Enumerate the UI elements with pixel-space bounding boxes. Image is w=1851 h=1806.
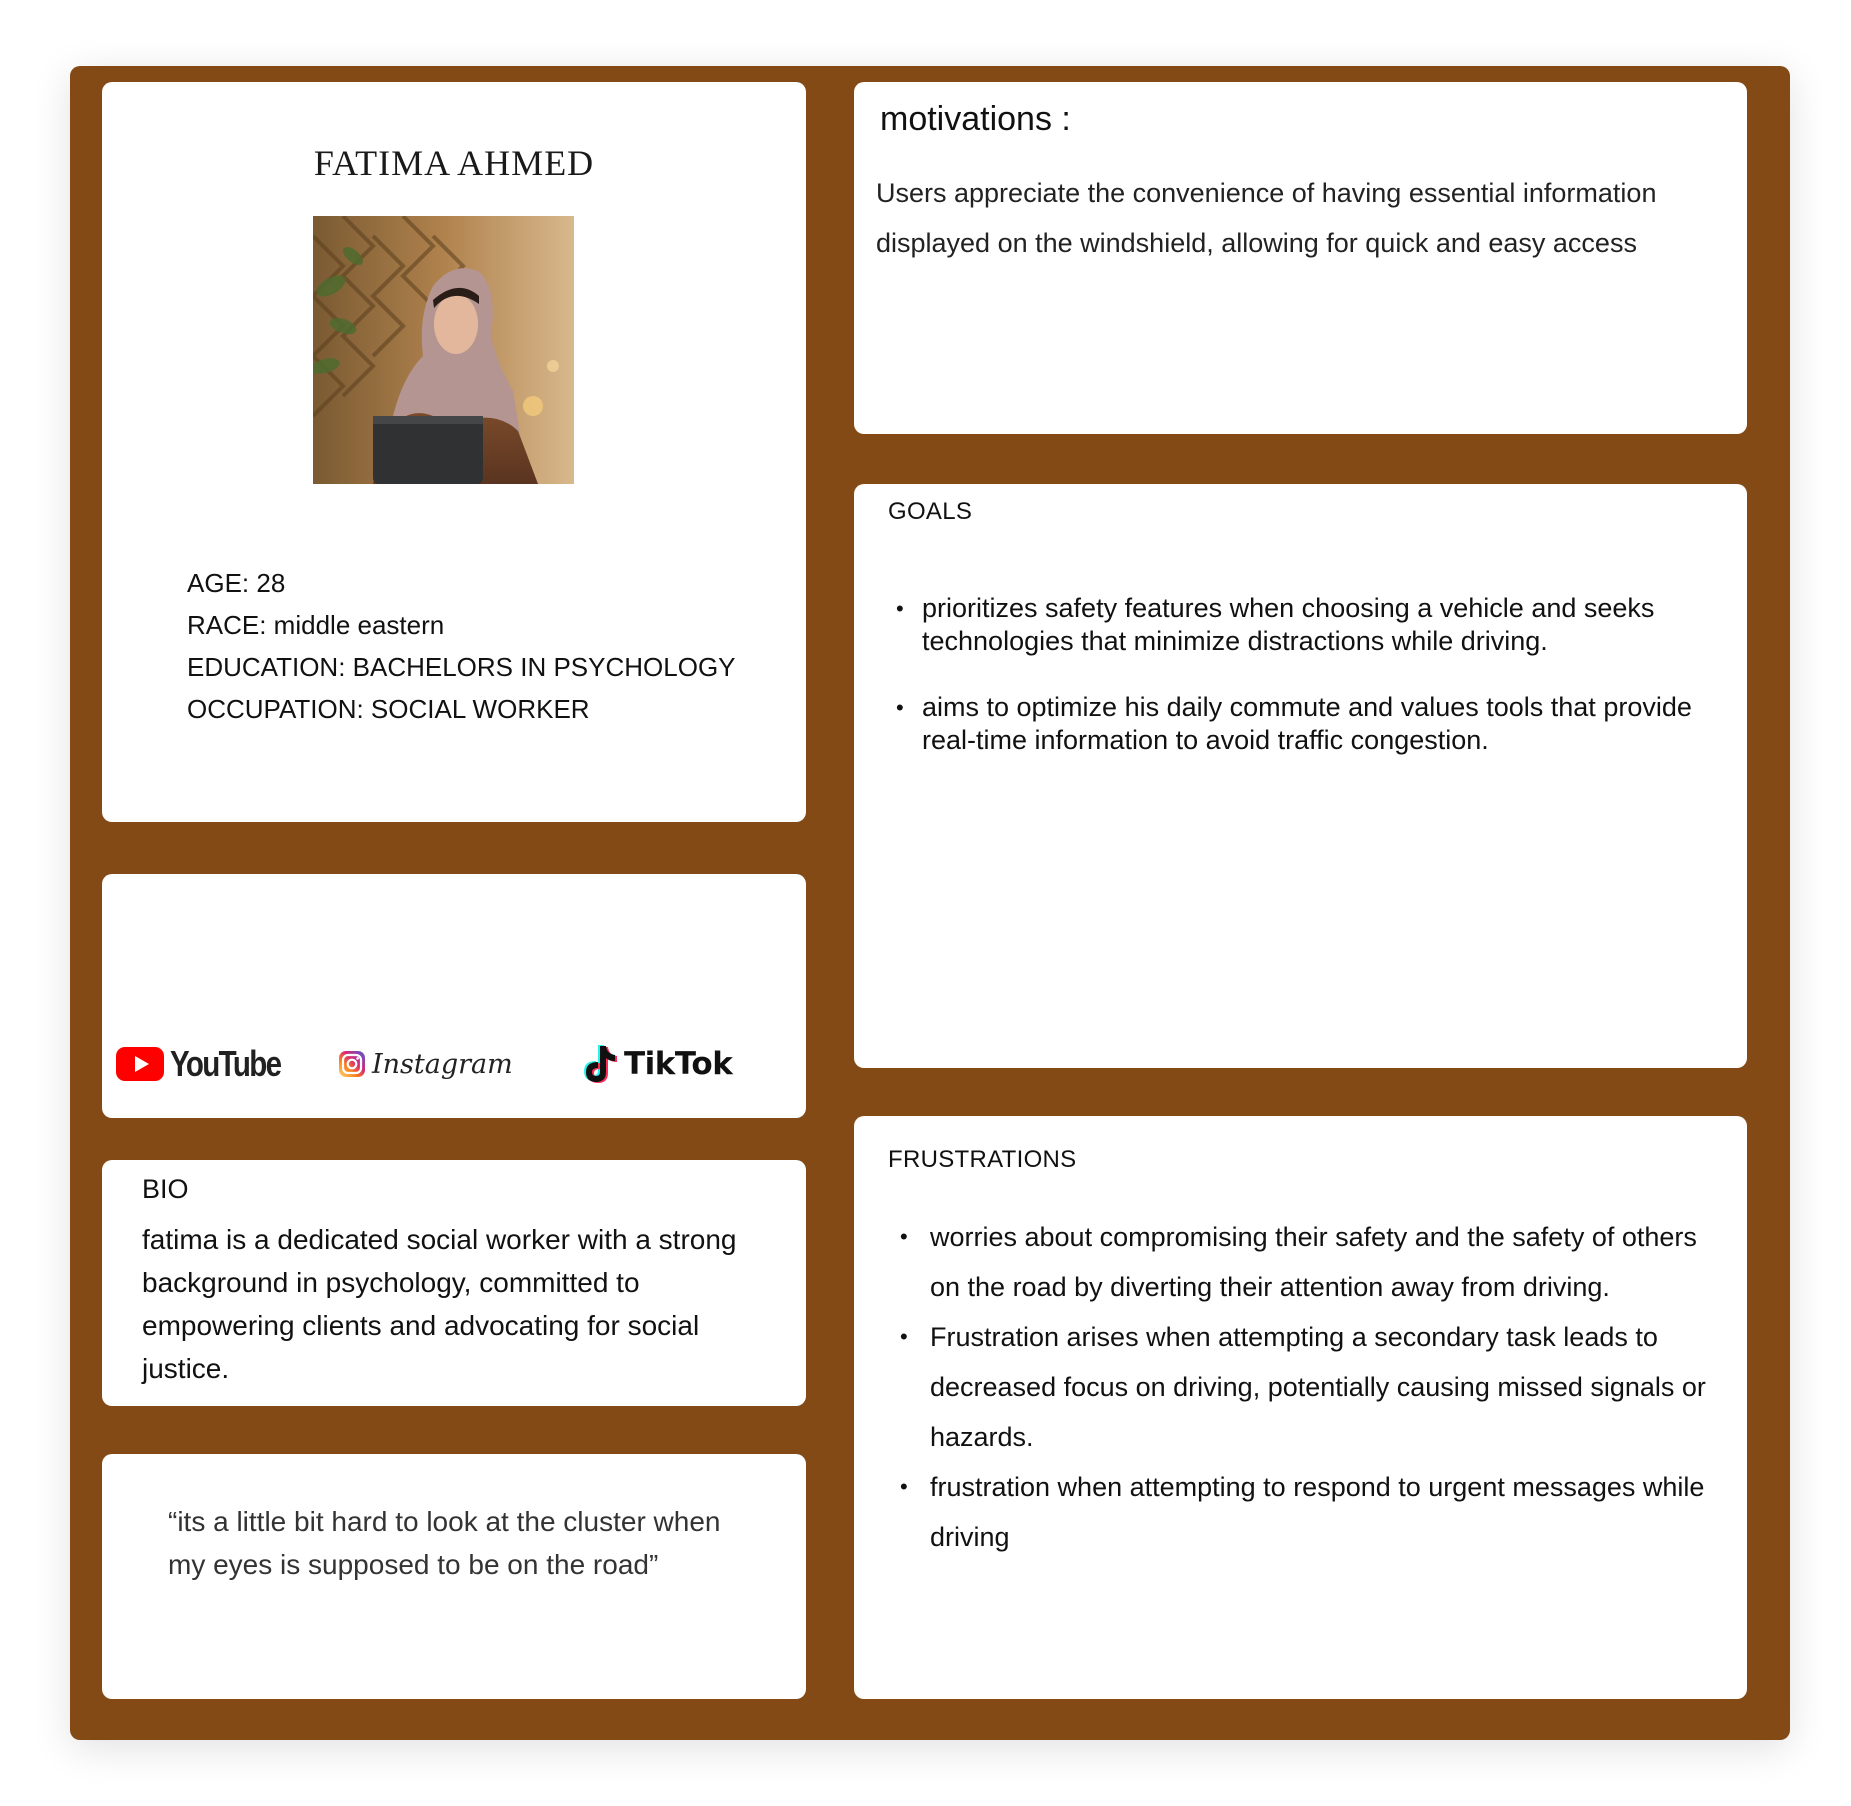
persona-quote: “its a little bit hard to look at the cluster when my eyes is supposed to be on the road” bbox=[168, 1506, 721, 1580]
goal-text: aims to optimize his daily commute and values tools that provide real-time information to avoid traffic congestion. bbox=[922, 692, 1692, 755]
instagram-logo-icon bbox=[338, 1050, 366, 1078]
bio-text: fatima is a dedicated social worker with a strong background in psychology, committed to empowering clients and advocating for social justice. bbox=[142, 1224, 737, 1384]
youtube-logo bbox=[116, 1034, 305, 1094]
list-item bbox=[900, 1212, 1720, 1312]
motivations-title: motivations : bbox=[880, 100, 1071, 138]
bullet-icon: • bbox=[900, 1324, 908, 1349]
profile-card bbox=[102, 82, 806, 822]
bullet-icon: • bbox=[900, 1474, 908, 1499]
list-item bbox=[896, 592, 1722, 658]
persona-board bbox=[70, 66, 1790, 1740]
detail-education: EDUCATION: BACHELORS IN PSYCHOLOGY bbox=[187, 652, 736, 682]
quote-card bbox=[102, 1454, 806, 1699]
motivations-card bbox=[854, 82, 1747, 434]
motivations-text: Users appreciate the convenience of having essential information displayed on the windshield, allowing for quick and easy access bbox=[876, 178, 1657, 258]
list-item bbox=[896, 691, 1722, 757]
frustrations-list bbox=[900, 1212, 1720, 1562]
tiktok-logo-icon bbox=[580, 1042, 618, 1086]
tiktok-wordmark: TikTok bbox=[624, 1046, 733, 1082]
bullet-icon: • bbox=[896, 596, 904, 621]
frustrations-title: FRUSTRATIONS bbox=[888, 1146, 1077, 1173]
bio-title: BIO bbox=[142, 1174, 189, 1204]
goals-title: GOALS bbox=[888, 498, 973, 525]
detail-age: AGE: 28 bbox=[187, 568, 286, 598]
detail-race: RACE: middle eastern bbox=[187, 610, 445, 640]
instagram-wordmark: Instagram bbox=[372, 1048, 513, 1080]
goals-card bbox=[854, 484, 1747, 1068]
frustration-text: Frustration arises when attempting a secondary task leads to decreased focus on driving, potentially causing missed signals or hazards. bbox=[930, 1322, 1706, 1452]
detail-occupation: OCCUPATION: SOCIAL WORKER bbox=[187, 694, 590, 724]
persona-name: FATIMA AHMED bbox=[313, 143, 595, 183]
bullet-icon: • bbox=[900, 1224, 908, 1249]
youtube-wordmark: YouTube bbox=[170, 1043, 281, 1084]
list-item bbox=[900, 1312, 1720, 1462]
goals-list bbox=[896, 592, 1722, 790]
bullet-icon: • bbox=[896, 695, 904, 720]
list-item bbox=[900, 1462, 1720, 1562]
youtube-logo-icon bbox=[116, 1047, 164, 1081]
persona-photo-illustration bbox=[313, 216, 574, 484]
goal-text: prioritizes safety features when choosing a vehicle and seeks technologies that minimize distractions while driving. bbox=[922, 593, 1655, 656]
persona-photo bbox=[313, 216, 574, 484]
frustration-text: frustration when attempting to respond to urgent messages while driving bbox=[930, 1472, 1705, 1552]
tiktok-logo bbox=[580, 1034, 732, 1094]
bio-card bbox=[102, 1160, 806, 1406]
social-media-card bbox=[102, 874, 806, 1118]
frustrations-card bbox=[854, 1116, 1747, 1699]
frustration-text: worries about compromising their safety and the safety of others on the road by diverting their attention away from driving. bbox=[930, 1222, 1697, 1302]
instagram-logo bbox=[338, 1034, 513, 1094]
persona-details bbox=[187, 562, 736, 730]
